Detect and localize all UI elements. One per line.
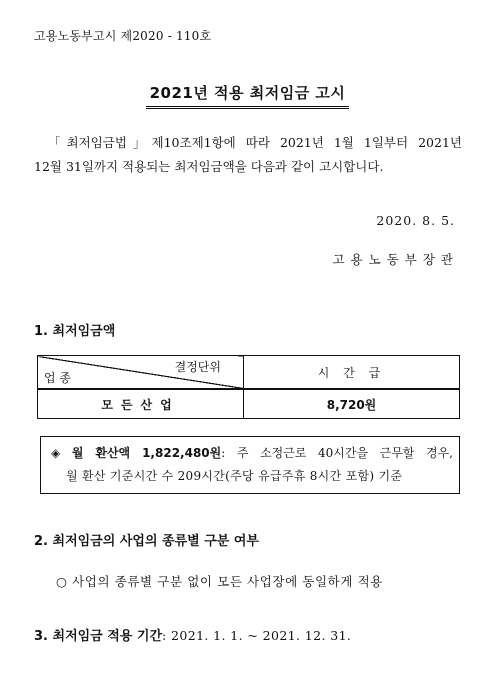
row-amount: 8,720원 [244, 389, 460, 419]
section-3-heading [34, 625, 351, 644]
application-period: : 2021. 1. 1. ~ 2021. 12. 31. [162, 628, 352, 643]
title-container [0, 82, 495, 109]
header-industry-label: 업 종 [44, 371, 71, 385]
note-label: 월 환산액 1,822,480원 [71, 446, 222, 460]
note-line-1-rest: : 주 소정근로 40시간을 근무할 경우, [221, 446, 453, 460]
diamond-bullet-icon: ◈ [51, 446, 61, 460]
section-2-heading: 2. 최저임금의 사업의 종류별 구분 여부 [34, 534, 259, 549]
table-header-row [38, 356, 460, 390]
circle-bullet-icon: ○ [56, 574, 68, 589]
section-1-heading: 1. 최저임금액 [34, 324, 116, 339]
note-line-2: 월 환산 기준시간 수 209시간(주당 유급주휴 8시간 포함) 기준 [66, 469, 403, 483]
section-2-item-text: 사업의 종류별 구분 없이 모든 사업장에 동일하게 적용 [72, 574, 383, 589]
minimum-wage-table [37, 355, 460, 419]
intro-paragraph [34, 131, 462, 179]
header-unit-label: 결정단위 [174, 360, 221, 374]
intro-line-2: 12월 31일까지 적용되는 최저임금액을 다음과 같이 고시합니다. [34, 159, 384, 174]
row-industry: 모든산업 [38, 389, 244, 419]
table-row [38, 389, 460, 419]
notice-number: 고용노동부고시 제2020 - 110호 [34, 29, 212, 43]
note-line-1 [51, 442, 453, 465]
monthly-conversion-note [40, 436, 460, 494]
notice-date: 2020. 8. 5. [376, 213, 455, 228]
header-wage-type: 시 간 급 [244, 356, 460, 390]
diagonal-header-cell [38, 356, 244, 390]
section-3-label: 3. 최저임금 적용 기간 [34, 629, 163, 644]
signer-name: 고용노동부장관 [332, 252, 459, 267]
intro-line-1: 「최저임금법」제10조제1항에 따라 2021년 1월 1일부터 2021년 [48, 135, 462, 150]
section-2-item [56, 572, 383, 590]
document-title: 2021년 적용 최저임금 고시 [146, 82, 350, 109]
